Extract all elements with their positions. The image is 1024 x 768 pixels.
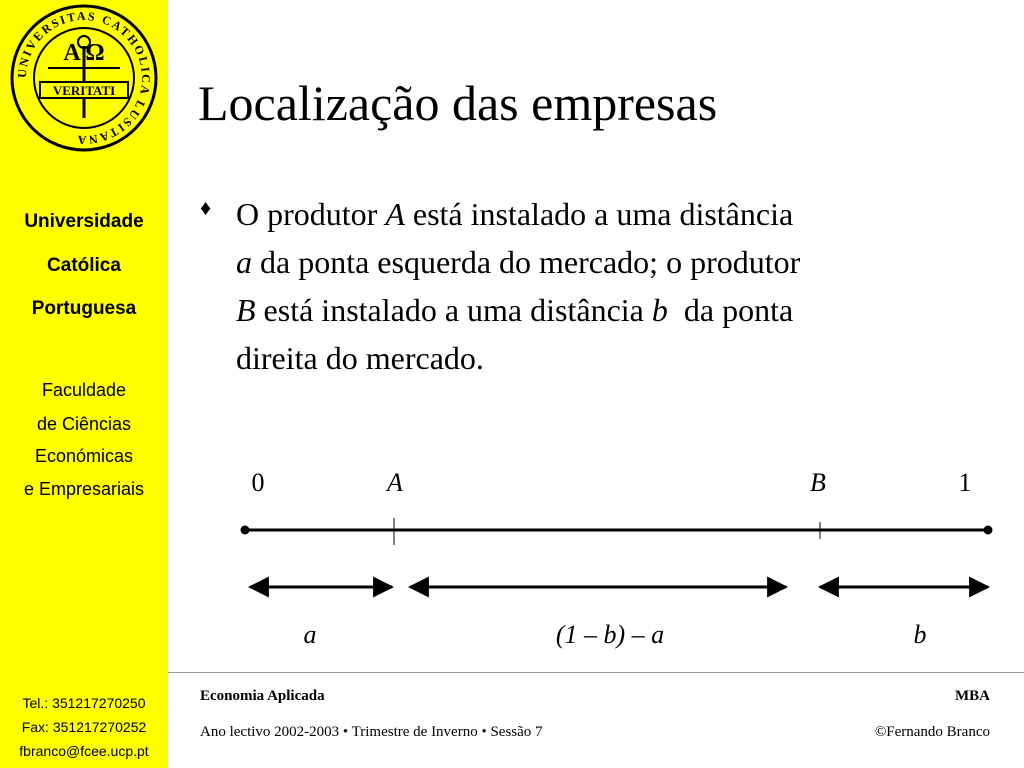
sidebar bbox=[0, 0, 168, 768]
paragraph-line-1: O produtor A está instalado a uma distância bbox=[236, 196, 794, 232]
left-endpoint bbox=[241, 526, 250, 535]
paragraph-line-4: direita do mercado. bbox=[236, 340, 484, 376]
paragraph-line-2: a da ponta esquerda do mercado; o produtor bbox=[236, 244, 801, 280]
bullet-paragraph bbox=[236, 190, 1006, 382]
seal-motto: VERITATI bbox=[52, 83, 116, 98]
footer-program: MBA bbox=[955, 688, 990, 704]
diamond-bullet-icon: ♦ bbox=[200, 195, 212, 220]
seal-ring-text: UNIVERSITAS CATHOLICA LUSITANA bbox=[14, 8, 154, 148]
faculty-line-4: e Empresariais bbox=[23, 479, 145, 499]
label-segment-b: b bbox=[913, 620, 927, 649]
market-line-diagram bbox=[230, 455, 1010, 655]
label-point-b: B bbox=[810, 468, 826, 497]
label-segment-middle: (1 – b) – a bbox=[555, 620, 665, 649]
faculty-line-2: de Ciências bbox=[36, 414, 132, 434]
label-point-a: A bbox=[387, 468, 403, 497]
contact-email[interactable]: fbranco@fcee.ucp.pt bbox=[19, 743, 149, 759]
seal-letters: A Ω bbox=[63, 40, 105, 66]
slide-title: Localização das empresas bbox=[198, 75, 718, 131]
university-name-line-1: Universidade bbox=[24, 211, 144, 232]
paragraph-line-3: B está instalado a uma distância b da ponta bbox=[236, 292, 794, 328]
footer-course-name: Economia Aplicada bbox=[200, 688, 325, 704]
university-seal-logo bbox=[8, 2, 160, 154]
footer-session-info: Ano lectivo 2002-2003 • Trimestre de Inverno • Sessão 7 bbox=[200, 724, 543, 740]
university-name-line-2: Católica bbox=[47, 255, 121, 276]
right-endpoint bbox=[984, 526, 993, 535]
contact-phone: Tel.: 351217270250 bbox=[22, 695, 146, 711]
label-zero: 0 bbox=[251, 468, 265, 497]
faculty-line-3: Económicas bbox=[34, 446, 134, 466]
university-name-line-3: Portuguesa bbox=[31, 298, 137, 319]
footer-divider bbox=[168, 672, 1024, 673]
footer-copyright: ©Fernando Branco bbox=[874, 724, 990, 740]
faculty-line-1: Faculdade bbox=[41, 380, 127, 400]
label-segment-a: a bbox=[303, 620, 317, 649]
contact-fax: Fax: 351217270252 bbox=[21, 719, 147, 735]
label-one: 1 bbox=[958, 468, 972, 497]
